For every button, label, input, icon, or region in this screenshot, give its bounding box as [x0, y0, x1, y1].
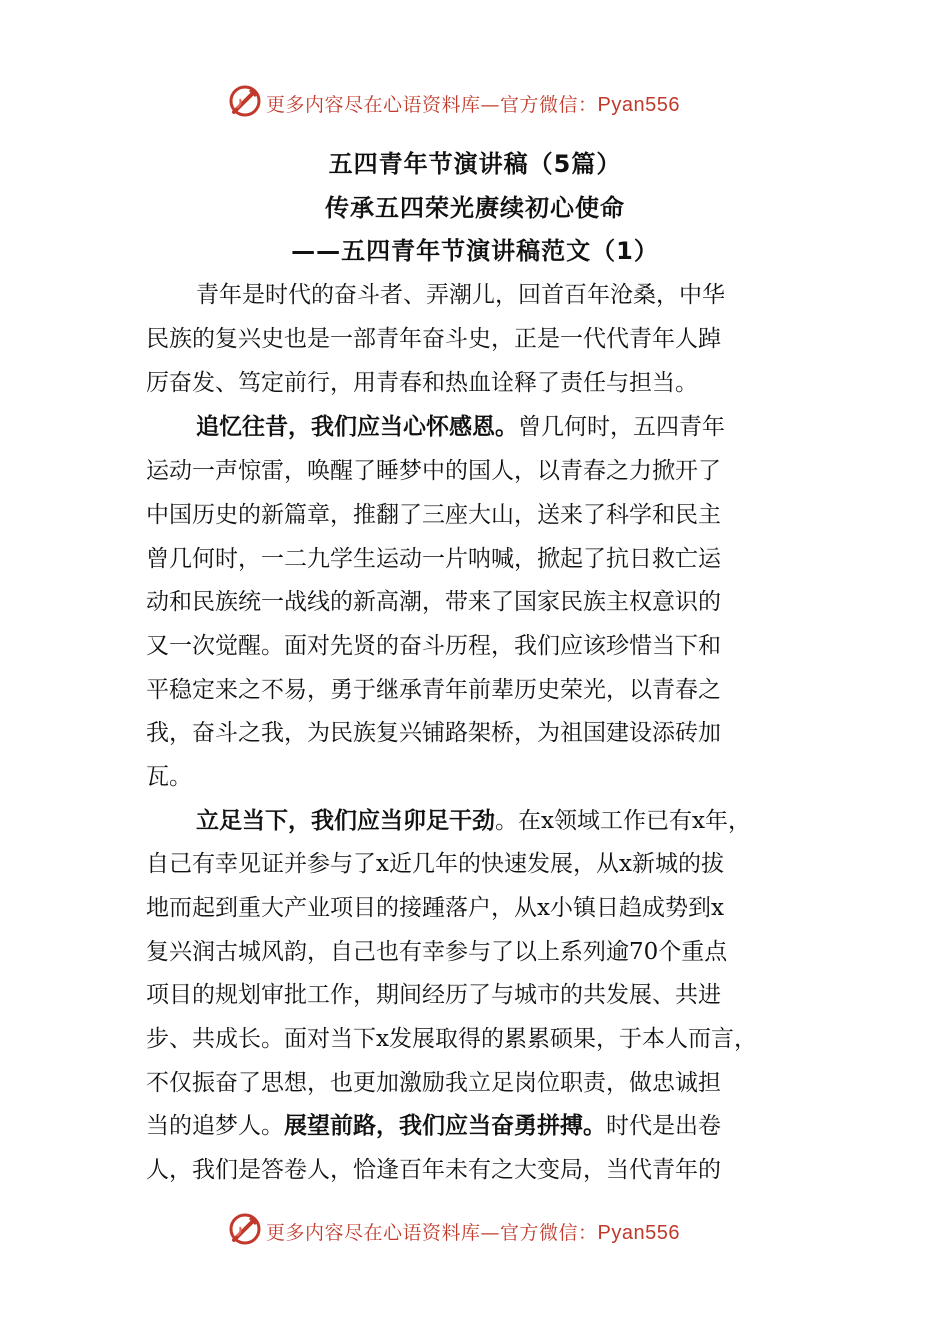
banner-text	[266, 90, 680, 117]
banner-slogan: 更多内容尽在心语资料库	[266, 94, 481, 116]
body-text: 。在x领域工作已有x年，	[495, 808, 751, 834]
body-line: 平稳定来之不易，勇于继承青年前辈历史荣光，以青春之	[146, 677, 721, 703]
body-line: 自己有幸见证并参与了x近几年的快速发展，从x新城的拔	[146, 851, 724, 877]
body-line: 不仅振奋了思想，也更加激励我立足岗位职责，做忠诚担	[146, 1070, 721, 1096]
banner-text	[266, 1218, 680, 1245]
body-line: 民族的复兴史也是一部青年奋斗史，正是一代代青年人踔	[146, 326, 721, 352]
body-line: 步、共成长。面对当下x发展取得的累累硕果，于本人而言，	[146, 1026, 757, 1052]
body-line: 中国历史的新篇章，推翻了三座大山，送来了科学和民主	[146, 502, 721, 528]
body-line: 青年是时代的奋斗者、弄潮儿，回首百年沧桑，中华	[196, 282, 725, 308]
body-line: 又一次觉醒。面对先贤的奋斗历程，我们应该珍惜当下和	[146, 633, 721, 659]
document-subtitle: 传承五四荣光赓续初心使命	[325, 194, 625, 222]
body-line: 瓦。	[146, 764, 192, 790]
banner-separator: —	[480, 1222, 501, 1244]
body-line: 项目的规划审批工作，期间经历了与城市的共发展、共进	[146, 982, 721, 1008]
document-title: 五四青年节演讲稿（5篇）	[328, 150, 622, 178]
bold-heading: 追忆往昔，我们应当心怀感恩。	[196, 414, 518, 440]
body-line: 我，奋斗之我，为民族复兴铺路架桥，为祖国建设添砖加	[146, 720, 721, 746]
bold-heading: 展望前路，我们应当奋勇拼搏。	[284, 1113, 606, 1139]
body-text: 曾几何时，五四青年	[518, 414, 725, 440]
banner-wechat-id: Pyan556	[597, 94, 680, 116]
bold-heading: 立足当下，我们应当卯足干劲	[196, 808, 495, 834]
body-line	[196, 802, 856, 842]
body-line: 厉奋发、笃定前行，用青春和热血诠释了责任与担当。	[146, 370, 698, 396]
header-banner	[0, 82, 950, 122]
section-title: ——五四青年节演讲稿范文（1）	[291, 237, 659, 265]
body-line: 运动一声惊雷，唤醒了睡梦中的国人，以青春之力掀开了	[146, 458, 721, 484]
banner-wechat-id: Pyan556	[597, 1222, 680, 1244]
pen-logo-icon	[228, 1212, 262, 1246]
body-line: 复兴润古城风韵，自己也有幸参与了以上系列逾70个重点	[146, 939, 728, 965]
pen-logo-icon	[228, 84, 262, 118]
banner-slogan: 更多内容尽在心语资料库	[266, 1222, 481, 1244]
banner-official-label: 官方微信：	[500, 94, 598, 116]
footer-banner	[0, 1210, 950, 1250]
body-line	[196, 408, 856, 448]
banner-official-label: 官方微信：	[500, 1222, 598, 1244]
banner-separator: —	[480, 94, 501, 116]
body-line: 动和民族统一战线的新高潮，带来了国家民族主权意识的	[146, 589, 721, 615]
body-line: 人，我们是答卷人，恰逢百年未有之大变局，当代青年的	[146, 1157, 721, 1183]
body-text: 时代是出卷	[606, 1113, 721, 1139]
body-line	[146, 1107, 806, 1147]
body-line: 曾几何时，一二九学生运动一片呐喊，掀起了抗日救亡运	[146, 546, 721, 572]
body-line: 地而起到重大产业项目的接踵落户，从x小镇日趋成势到x	[146, 895, 724, 921]
body-text: 当的追梦人。	[146, 1113, 284, 1139]
